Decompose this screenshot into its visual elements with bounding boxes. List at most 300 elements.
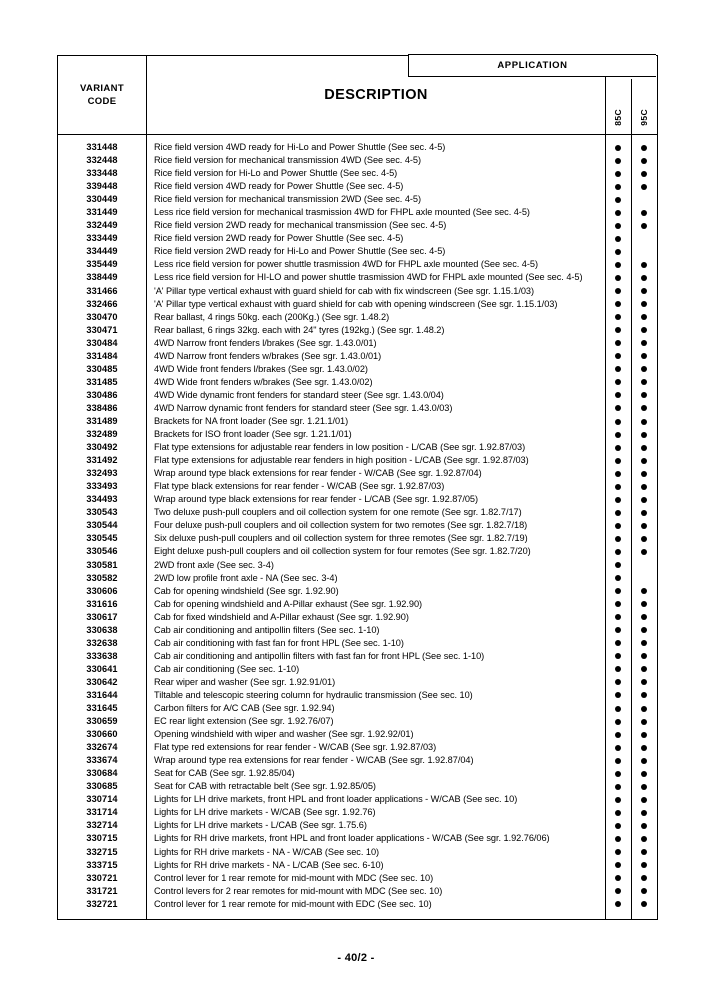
variant-code-list [58, 135, 146, 919]
variant-code-cell: 330715 [86, 833, 118, 844]
application-dot-icon [641, 340, 647, 346]
description-cell: Cab air conditioning and antipollin filters with fast fan for front HPL (See sec. 1-10) [154, 650, 485, 661]
application-dot-cell [606, 715, 631, 728]
application-dot-cell [606, 232, 631, 245]
header-application [497, 56, 658, 135]
application-dot-icon [641, 445, 647, 451]
application-dot-icon [641, 523, 647, 529]
application-dot-icon [615, 836, 621, 842]
application-dot-cell [606, 611, 631, 624]
application-dot-icon [615, 810, 621, 816]
variant-code-cell: 332674 [86, 742, 118, 753]
variant-code-cell: 332466 [86, 298, 118, 309]
header-app-col-85c [606, 79, 632, 134]
description-cell: Cab air conditioning with fast fan for front HPL (See sec. 1-10) [154, 637, 404, 648]
application-dot-cell [606, 532, 631, 545]
variant-code-cell: 330714 [86, 794, 118, 805]
application-dot-cell [632, 676, 658, 689]
application-dot-cell [632, 846, 658, 859]
application-dot-cell [606, 454, 631, 467]
application-dot-cell [606, 846, 631, 859]
application-dot-cell [632, 245, 658, 258]
application-dot-cell [606, 663, 631, 676]
description-cell: Rice field version for Hi-Lo and Power Shuttle (See sec. 4-5) [154, 168, 398, 179]
application-dot-icon [641, 588, 647, 594]
application-dot-icon [641, 901, 647, 907]
variant-code-cell: 330617 [86, 611, 118, 622]
application-dot-icon [615, 719, 621, 725]
variant-code-cell: 334449 [86, 246, 118, 257]
application-dot-icon [615, 471, 621, 477]
variant-code-cell: 330642 [86, 676, 118, 687]
application-dot-icon [615, 797, 621, 803]
description-cell: Flat type extensions for adjustable rear fenders in high position - L/CAB (See sgr. 1.92.87/03) [154, 455, 529, 466]
application-dot-icon [641, 849, 647, 855]
application-dot-cell [606, 728, 631, 741]
application-dot-icon [641, 288, 647, 294]
application-dot-empty [641, 249, 647, 255]
description-cell: Brackets for NA front loader (See sgr. 1.21.1/01) [154, 415, 349, 426]
description-cell: Four deluxe push-pull couplers and oil collection system for two remotes (See sgr. 1.82.7/18) [154, 520, 528, 531]
application-dot-cell [606, 872, 631, 885]
variant-code-cell: 334493 [86, 494, 118, 505]
header-app-col-95c [632, 79, 658, 134]
description-cell: Lights for RH drive markets - NA - L/CAB (See sec. 6-10) [154, 859, 384, 870]
application-dot-icon [615, 692, 621, 698]
description-cell: Less rice field version for mechanical trasmission 4WD for FHPL axle mounted (See sec. 4-5) [154, 207, 530, 218]
variant-code-table [57, 55, 658, 920]
description-cell: Flat type red extensions for rear fender - W/CAB (See sgr. 1.92.87/03) [154, 742, 437, 753]
application-dot-cell [632, 624, 658, 637]
variant-code-cell: 330638 [86, 624, 118, 635]
variant-code-cell: 338486 [86, 402, 118, 413]
application-dot-icon [641, 797, 647, 803]
variant-code-cell: 330486 [86, 389, 118, 400]
application-dot-cell [632, 637, 658, 650]
description-cell: Rear ballast, 4 rings 50kg. each (200Kg.) (See sgr. 1.48.2) [154, 311, 390, 322]
application-dot-cell [606, 206, 631, 219]
application-dot-icon [615, 301, 621, 307]
variant-code-cell: 332721 [86, 898, 118, 909]
variant-code-cell: 330641 [86, 663, 118, 674]
application-dot-cell [606, 389, 631, 402]
application-dot-icon [641, 419, 647, 425]
application-dot-cell [632, 311, 658, 324]
application-dot-cell [606, 480, 631, 493]
variant-code-cell: 330684 [86, 768, 118, 779]
application-dot-cell [632, 885, 658, 898]
application-dot-icon [615, 666, 621, 672]
header-app-col-95c-label: 95C [639, 109, 649, 126]
application-dot-icon [641, 653, 647, 659]
application-dot-icon [641, 679, 647, 685]
application-dot-cell [632, 715, 658, 728]
application-dot-icon [641, 405, 647, 411]
application-dot-cell [606, 598, 631, 611]
application-dot-icon [615, 249, 621, 255]
variant-code-cell: 330485 [86, 363, 118, 374]
application-dot-icon [641, 210, 647, 216]
variant-code-cell: 331645 [86, 703, 118, 714]
application-dot-cell [632, 559, 658, 572]
application-dot-icon [615, 262, 621, 268]
application-dot-cell [632, 663, 658, 676]
application-dot-icon [615, 223, 621, 229]
application-dot-icon [615, 379, 621, 385]
application-dot-cell [632, 519, 658, 532]
application-dot-icon [641, 784, 647, 790]
application-dot-icon [641, 314, 647, 320]
application-dot-cell [632, 754, 658, 767]
application-dot-cell [606, 337, 631, 350]
application-dot-icon [615, 758, 621, 764]
application-dot-cell [606, 898, 631, 911]
application-dot-cell [632, 702, 658, 715]
application-dot-cell [606, 415, 631, 428]
application-dot-cell [606, 298, 631, 311]
application-dot-icon [615, 875, 621, 881]
application-dot-cell [606, 324, 631, 337]
header-variant-code-line1: VARIANT [80, 83, 124, 94]
application-dot-cell [632, 793, 658, 806]
application-dot-icon [641, 484, 647, 490]
description-cell: 'A' Pillar type vertical exhaust with guard shield for cab with opening windscreen (See sgr. 1.15.1/03) [154, 298, 558, 309]
description-cell: 4WD Narrow dynamic front fenders for standard steer (See sgr. 1.43.0/03) [154, 402, 453, 413]
application-dot-icon [615, 888, 621, 894]
application-dot-cell [632, 271, 658, 284]
application-dot-cell [606, 245, 631, 258]
application-dot-icon [615, 575, 621, 581]
application-dot-cell [606, 559, 631, 572]
application-dot-icon [641, 823, 647, 829]
header-variant-code [58, 56, 147, 135]
application-dot-icon [615, 771, 621, 777]
description-cell: 4WD Wide front fenders w/brakes (See sgr. 1.43.0/02) [154, 376, 373, 387]
application-dot-empty [641, 236, 647, 242]
description-cell: Less rice field version for HI-LO and power shuttle trasmission 4WD for FHPL axle mounted (See sec. 4-5) [154, 272, 583, 283]
application-dot-icon [615, 197, 621, 203]
application-dot-icon [615, 236, 621, 242]
variant-code-cell: 330545 [86, 533, 118, 544]
description-cell: Rear wiper and washer (See sgr. 1.92.91/01) [154, 676, 336, 687]
application-dot-icon [615, 484, 621, 490]
application-dot-cell [606, 885, 631, 898]
variant-code-cell: 330582 [86, 572, 118, 583]
application-col-95c [632, 135, 658, 919]
application-dot-cell [632, 806, 658, 819]
description-cell: Rice field version for mechanical transmission 2WD (See sec. 4-5) [154, 194, 421, 205]
variant-code-cell: 331484 [86, 350, 118, 361]
application-dot-icon [615, 392, 621, 398]
variant-code-cell: 331449 [86, 207, 118, 218]
application-dot-cell [606, 402, 631, 415]
description-cell: Opening windshield with wiper and washer (See sgr. 1.92.92/01) [154, 729, 414, 740]
description-cell: 2WD front axle (See sec. 3-4) [154, 559, 274, 570]
description-cell: Seat for CAB (See sgr. 1.92.85/04) [154, 768, 295, 779]
application-dot-icon [615, 732, 621, 738]
application-dot-icon [615, 158, 621, 164]
application-dot-cell [632, 650, 658, 663]
description-cell: 4WD Narrow front fenders w/brakes (See sgr. 1.43.0/01) [154, 350, 382, 361]
description-cell: Rice field version 2WD ready for mechanical transmission (See sec. 4-5) [154, 220, 447, 231]
application-dot-icon [641, 262, 647, 268]
application-dot-icon [615, 314, 621, 320]
description-cell: Less rice field version for power shuttle trasmission 4WD for FHPL axle mounted (See sec. 4-5) [154, 259, 538, 270]
application-dot-empty [641, 197, 647, 203]
application-dot-cell [632, 441, 658, 454]
application-dot-cell [632, 350, 658, 363]
application-dot-icon [615, 536, 621, 542]
application-dot-cell [632, 180, 658, 193]
application-dot-cell [632, 585, 658, 598]
application-dot-cell [632, 767, 658, 780]
table-body-row [58, 135, 658, 920]
application-col-85c [606, 135, 632, 919]
variant-code-cell: 331485 [86, 376, 118, 387]
variant-code-cell: 331492 [86, 455, 118, 466]
application-dot-cell [632, 819, 658, 832]
application-dot-icon [615, 210, 621, 216]
application-dot-cell [632, 832, 658, 845]
variant-code-cell: 330546 [86, 546, 118, 557]
description-cell: Control levers for 2 rear remotes for mid-mount with MDC (See sec. 10) [154, 885, 443, 896]
application-dot-cell [606, 754, 631, 767]
application-dot-cell [606, 141, 631, 154]
application-dot-icon [641, 732, 647, 738]
application-dot-cell [632, 219, 658, 232]
application-dot-icon [641, 888, 647, 894]
application-dot-cell [606, 154, 631, 167]
application-dot-cell [606, 832, 631, 845]
application-dot-icon [615, 901, 621, 907]
application-dot-icon [615, 823, 621, 829]
application-dot-icon [615, 523, 621, 529]
application-dot-icon [615, 497, 621, 503]
application-dot-icon [641, 184, 647, 190]
application-dot-cell [606, 676, 631, 689]
description-cell: Control lever for 1 rear remote for mid-mount with MDC (See sec. 10) [154, 872, 434, 883]
application-dot-icon [641, 601, 647, 607]
description-cell: 4WD Narrow front fenders l/brakes (See sgr. 1.43.0/01) [154, 337, 377, 348]
application-dot-cell [606, 258, 631, 271]
application-dot-icon [641, 706, 647, 712]
application-dot-icon [641, 510, 647, 516]
application-dot-icon [615, 653, 621, 659]
description-cell: EC rear light extension (See sgr. 1.92.76/07) [154, 716, 334, 727]
application-dot-icon [641, 275, 647, 281]
application-dot-cell [606, 741, 631, 754]
application-dot-grid [606, 135, 657, 919]
description-cell: Rice field version 4WD ready for Hi-Lo and Power Shuttle (See sec. 4-5) [154, 142, 446, 152]
variant-code-cell: 330484 [86, 337, 118, 348]
application-dot-icon [641, 497, 647, 503]
application-dot-cell [606, 493, 631, 506]
application-dot-cell [632, 232, 658, 245]
description-cell: Six deluxe push-pull couplers and oil collection system for three remotes (See sgr. 1.82.7/19) [154, 533, 528, 544]
application-dot-icon [615, 627, 621, 633]
variant-code-cell: 333674 [86, 755, 118, 766]
application-dot-icon [641, 392, 647, 398]
application-dot-cell [632, 480, 658, 493]
description-cell: Seat for CAB with retractable belt (See sgr. 1.92.85/05) [154, 781, 376, 792]
application-dot-icon [615, 862, 621, 868]
application-dot-icon [641, 353, 647, 359]
description-cell: Flat type black extensions for rear fender - W/CAB (See sgr. 1.92.87/03) [154, 481, 445, 492]
application-dot-cell [606, 767, 631, 780]
description-cell: Lights for LH drive markets, front HPL and front loader applications - W/CAB (See sec. 10) [154, 794, 518, 805]
variant-code-cell: 330685 [86, 781, 118, 792]
description-cell: Cab for opening windshield (See sgr. 1.92.90) [154, 585, 339, 596]
description-cell: 'A' Pillar type vertical exhaust with guard shield for cab with fix windscreen (See sgr. 1.15.1/03) [154, 285, 534, 296]
application-dot-icon [615, 445, 621, 451]
variant-code-cell: 332715 [86, 846, 118, 857]
application-dot-cell [632, 454, 658, 467]
application-dot-cell [632, 167, 658, 180]
description-cell: Lights for RH drive markets, front HPL and front loader applications - W/CAB (See sgr. 1.92.76/06) [154, 833, 550, 844]
description-cell: 2WD low profile front axle - NA (See sec. 3-4) [154, 572, 338, 583]
application-dot-cell [606, 467, 631, 480]
application-dot-icon [641, 810, 647, 816]
description-column [147, 135, 606, 920]
application-dot-cell [632, 741, 658, 754]
application-dot-icon [615, 145, 621, 151]
application-dot-cell [606, 859, 631, 872]
header-description: DESCRIPTION [147, 56, 606, 135]
application-dot-icon [615, 432, 621, 438]
description-cell: Eight deluxe push-pull couplers and oil collection system for four remotes (See sgr. 1.82.7/20) [154, 546, 531, 557]
application-dot-cell [632, 780, 658, 793]
variant-code-cell: 331644 [86, 689, 118, 700]
header-application-columns [606, 79, 657, 134]
application-dot-icon [615, 327, 621, 333]
variant-code-cell: 330721 [86, 872, 118, 883]
application-dot-cell [606, 819, 631, 832]
description-cell: Wrap around type black extensions for rear fender - L/CAB (See sgr. 1.92.87/05) [154, 494, 479, 505]
application-dot-cell [632, 285, 658, 298]
description-cell: Rear ballast, 6 rings 32kg. each with 24" tyres (192kg.) (See sgr. 1.48.2) [154, 324, 445, 335]
application-dot-cell [606, 350, 631, 363]
application-dot-cell [632, 598, 658, 611]
application-dot-cell [632, 402, 658, 415]
application-dot-icon [641, 666, 647, 672]
header-app-col-85c-label: 85C [613, 109, 623, 126]
application-dot-cell [606, 624, 631, 637]
application-dot-icon [615, 184, 621, 190]
variant-code-cell: 335449 [86, 259, 118, 270]
application-dot-icon [641, 171, 647, 177]
description-cell: Cab air conditioning and antipollin filters (See sec. 1-10) [154, 624, 380, 635]
application-dot-cell [632, 376, 658, 389]
application-dot-cell [606, 311, 631, 324]
variant-code-column [58, 135, 147, 920]
application-dot-icon [641, 458, 647, 464]
description-cell: Cab for fixed windshield and A-Pillar exhaust (See sgr. 1.92.90) [154, 611, 409, 622]
application-dot-cell [632, 298, 658, 311]
variant-code-cell: 333493 [86, 481, 118, 492]
application-dot-icon [641, 301, 647, 307]
variant-code-cell: 332489 [86, 429, 118, 440]
application-dot-icon [641, 719, 647, 725]
application-dot-cell [606, 519, 631, 532]
variant-code-cell: 339448 [86, 181, 118, 192]
application-dot-cell [632, 324, 658, 337]
application-dot-icon [615, 679, 621, 685]
application-dots-85c [606, 135, 631, 919]
application-dot-cell [632, 506, 658, 519]
application-dot-cell [606, 793, 631, 806]
variant-code-cell: 330660 [86, 729, 118, 740]
application-dot-icon [641, 145, 647, 151]
table-header-row [58, 56, 658, 135]
application-dot-icon [641, 223, 647, 229]
variant-code-cell: 332449 [86, 220, 118, 231]
application-dot-cell [606, 363, 631, 376]
application-dot-cell [606, 545, 631, 558]
application-dot-icon [641, 379, 647, 385]
application-dot-cell [632, 193, 658, 206]
application-dot-icon [615, 640, 621, 646]
application-dot-icon [615, 745, 621, 751]
application-dot-cell [606, 441, 631, 454]
application-dot-cell [606, 806, 631, 819]
application-dot-icon [615, 275, 621, 281]
application-dot-cell [606, 167, 631, 180]
application-dot-icon [615, 706, 621, 712]
application-dot-cell [632, 859, 658, 872]
application-dot-cell [606, 650, 631, 663]
description-cell: Flat type extensions for adjustable rear fenders in low position - L/CAB (See sgr. 1.92.87/03) [154, 442, 526, 453]
application-dot-cell [632, 337, 658, 350]
application-dot-empty [641, 575, 647, 581]
description-cell: Rice field version 2WD ready for Hi-Lo and Power Shuttle (See sec. 4-5) [154, 246, 446, 257]
application-dot-icon [615, 288, 621, 294]
description-cell: Carbon filters for A/C CAB (See sgr. 1.92.94) [154, 703, 335, 714]
variant-code-cell: 330581 [86, 559, 118, 570]
application-dot-cell [632, 415, 658, 428]
description-cell: Cab for opening windshield and A-Pillar exhaust (See sgr. 1.92.90) [154, 598, 423, 609]
application-dot-cell [632, 467, 658, 480]
variant-code-cell: 331489 [86, 415, 118, 426]
variant-code-cell: 331448 [86, 142, 118, 152]
description-cell: Brackets for ISO front loader (See sgr. 1.21.1/01) [154, 429, 352, 440]
variant-code-cell: 330492 [86, 442, 118, 453]
application-dot-icon [641, 640, 647, 646]
variant-code-cell: 332493 [86, 468, 118, 479]
application-dot-icon [615, 458, 621, 464]
application-dot-icon [641, 471, 647, 477]
application-dot-cell [606, 271, 631, 284]
application-dot-icon [615, 562, 621, 568]
application-dot-cell [632, 258, 658, 271]
application-dot-cell [632, 728, 658, 741]
application-dot-cell [606, 572, 631, 585]
application-dot-cell [632, 611, 658, 624]
application-dot-icon [641, 836, 647, 842]
application-dot-icon [615, 849, 621, 855]
application-dot-cell [606, 585, 631, 598]
application-dot-cell [606, 376, 631, 389]
description-cell: Tiltable and telescopic steering column for hydraulic transmission (See sec. 10) [154, 689, 473, 700]
application-dot-icon [641, 627, 647, 633]
application-dot-cell [606, 180, 631, 193]
application-dots-95c [632, 135, 658, 919]
application-dot-cell [632, 428, 658, 441]
variant-code-cell: 330659 [86, 716, 118, 727]
variant-code-cell: 338449 [86, 272, 118, 283]
variant-code-cell: 332448 [86, 155, 118, 166]
application-dot-icon [641, 862, 647, 868]
description-cell: Cab air conditioning (See sec. 1-10) [154, 663, 300, 674]
